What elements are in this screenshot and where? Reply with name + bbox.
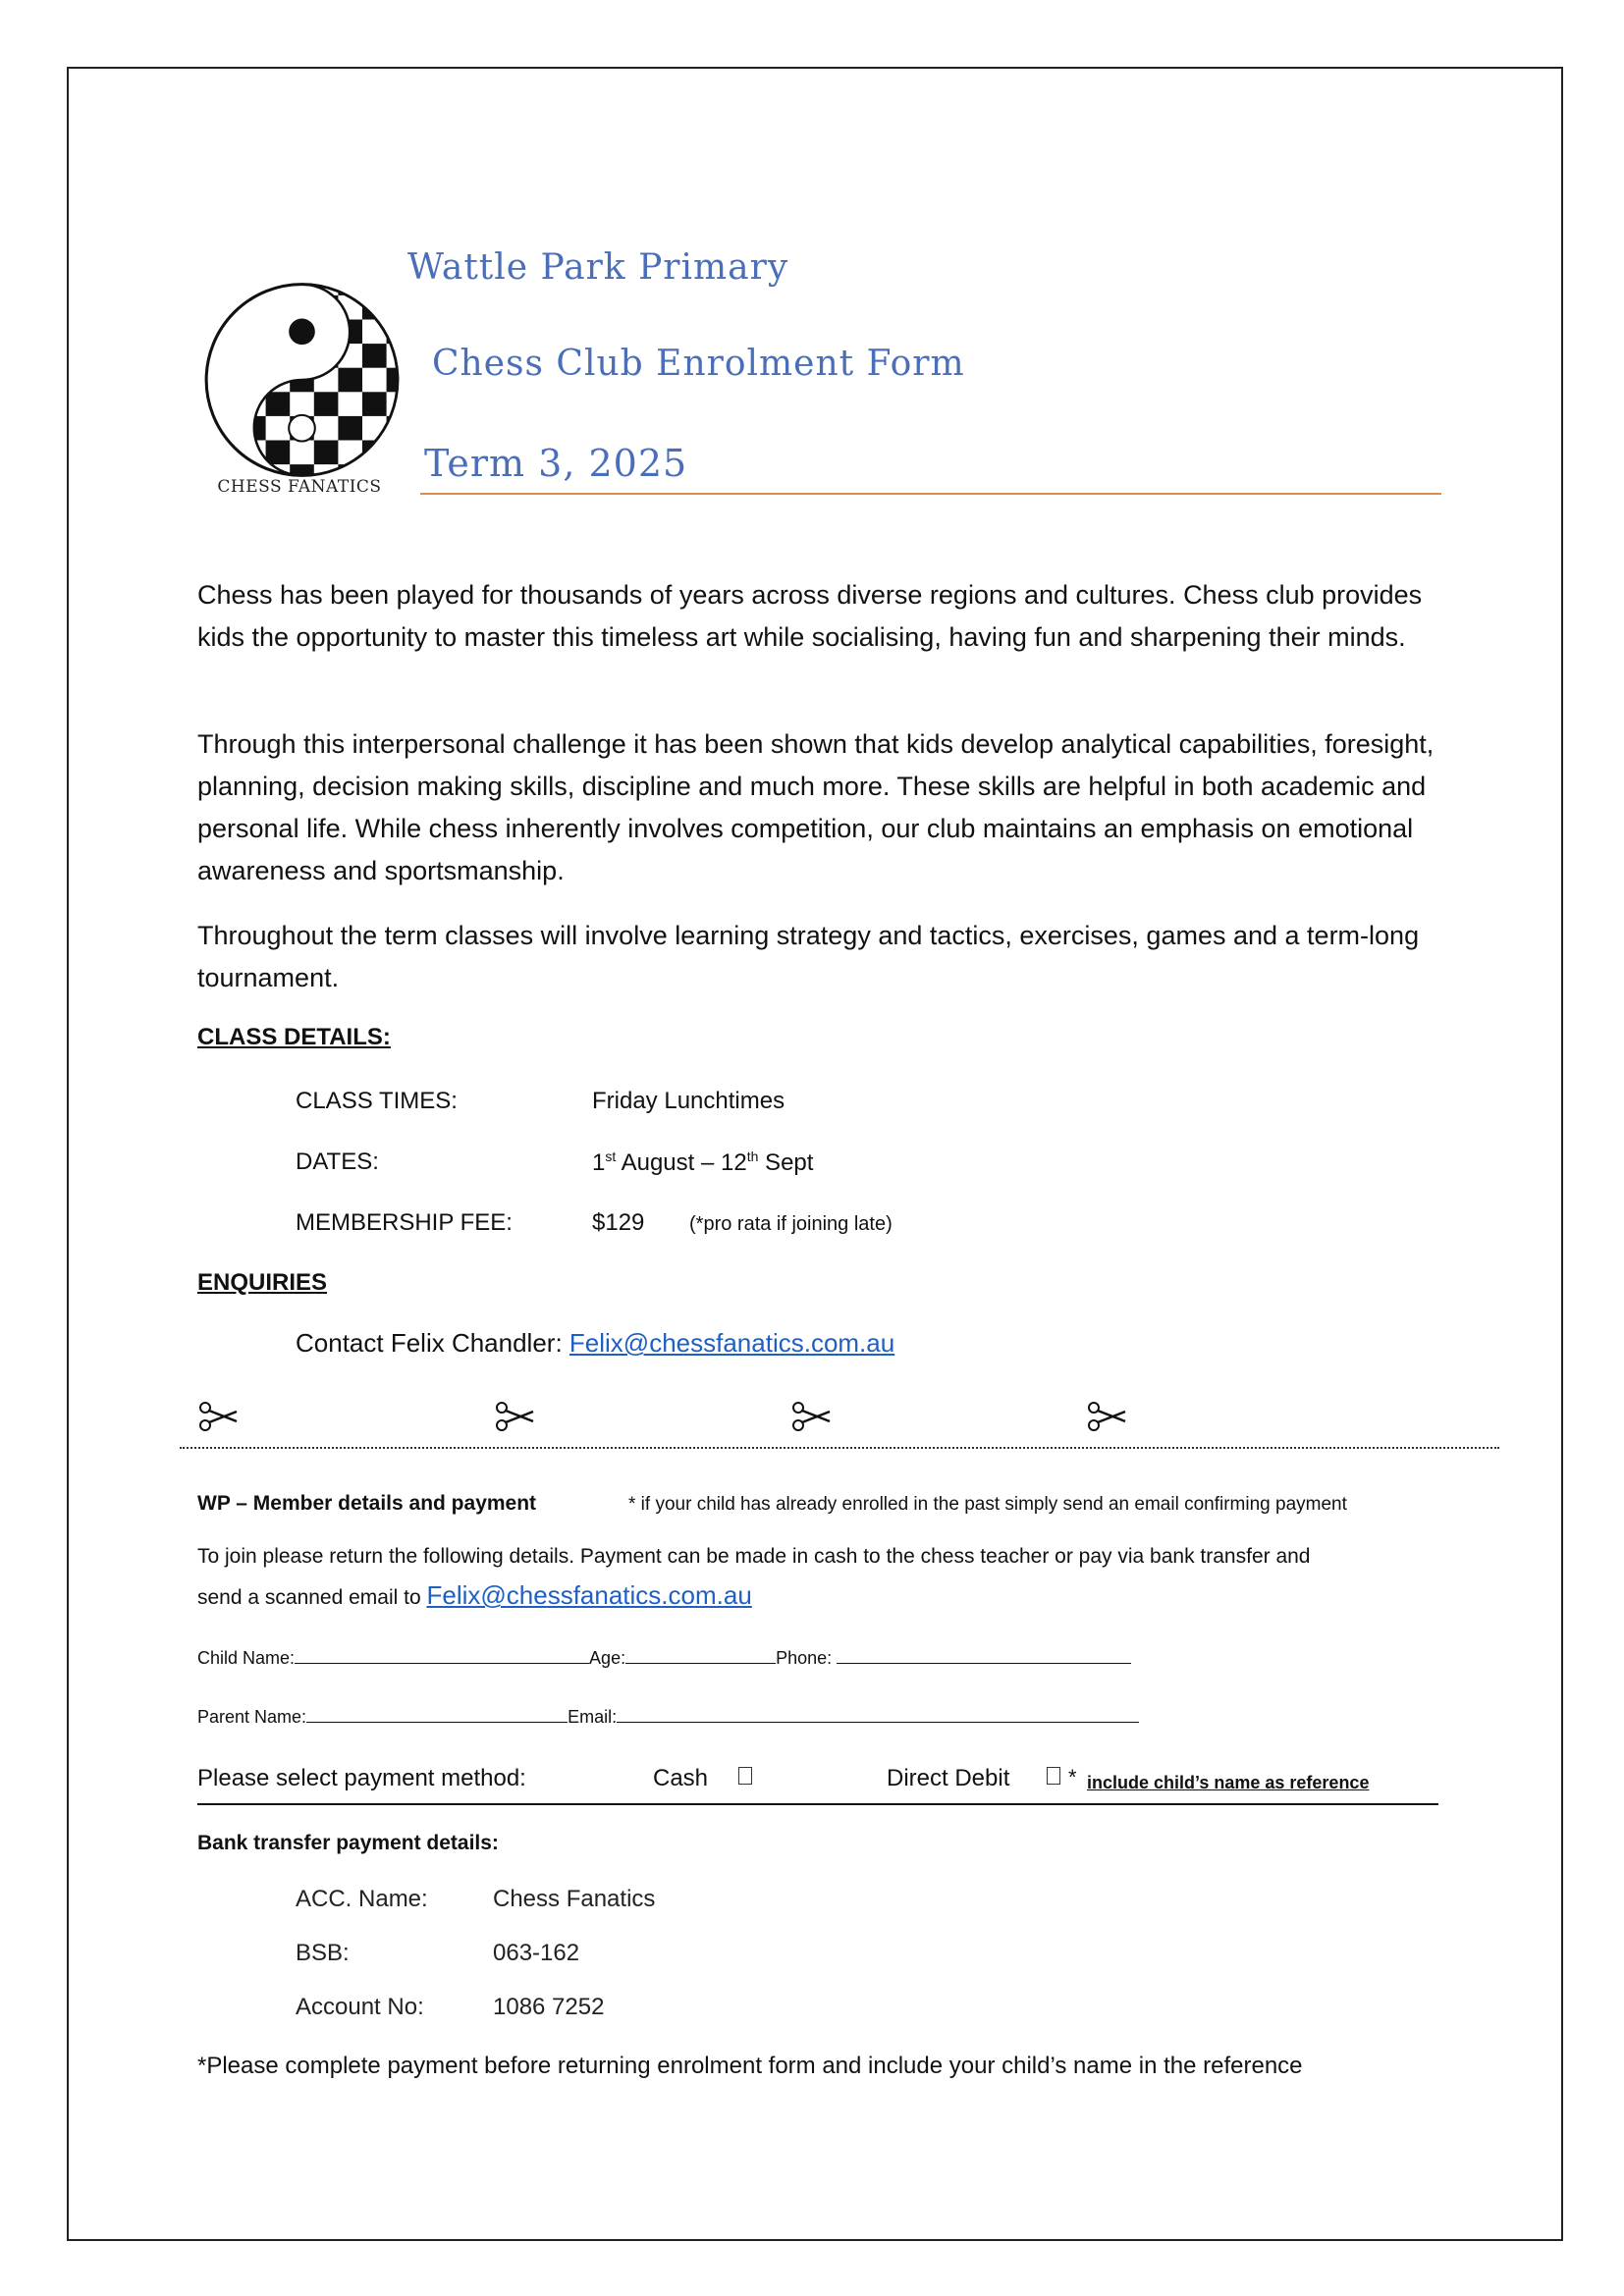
school-name: Wattle Park Primary bbox=[407, 247, 789, 288]
direct-debit-checkbox[interactable] bbox=[1047, 1767, 1060, 1785]
member-details-heading: WP – Member details and payment bbox=[197, 1492, 537, 1515]
payment-divider bbox=[197, 1803, 1438, 1805]
intro-paragraph-2: Through this interpersonal challenge it has been shown that kids develop analytical capabilities, foresight, planning, decision making skills, discipline and much more. These skills are helpful in both academic and personal life. While chess inherently involves competition, our club maintains an emphasis on emotional awareness and sportsmanship. bbox=[197, 729, 1435, 885]
class-times-value: Friday Lunchtimes bbox=[592, 1088, 785, 1114]
reference-asterisk: * bbox=[1068, 1765, 1077, 1789]
phone-field[interactable] bbox=[837, 1645, 1131, 1664]
account-name-label: ACC. Name: bbox=[296, 1886, 428, 1912]
form-title: Chess Club Enrolment Form bbox=[432, 344, 965, 384]
enquiries-heading: ENQUIRIES bbox=[197, 1269, 328, 1296]
bsb-label: BSB: bbox=[296, 1940, 350, 1966]
scissors-icon bbox=[1086, 1400, 1127, 1433]
cash-option-label: Cash bbox=[653, 1765, 709, 1791]
submission-email-link[interactable]: Felix@chessfanatics.com.au bbox=[426, 1580, 752, 1610]
membership-fee-value: $129 bbox=[592, 1209, 645, 1236]
chess-fanatics-logo bbox=[201, 257, 403, 503]
phone-label: Phone: bbox=[776, 1648, 833, 1668]
scissors-icon bbox=[494, 1400, 535, 1433]
contact-line: Contact Felix Chandler: Felix@chessfanatics.com.au bbox=[296, 1328, 895, 1358]
cut-line bbox=[180, 1447, 1499, 1449]
scissors-icon bbox=[197, 1400, 239, 1433]
child-details-row bbox=[197, 1645, 1131, 1669]
dates-label: DATES: bbox=[296, 1148, 379, 1175]
bank-details-heading: Bank transfer payment details: bbox=[197, 1832, 499, 1854]
term-title: Term 3, 2025 bbox=[424, 442, 688, 485]
child-name-label: Child Name: bbox=[197, 1648, 296, 1668]
header-divider bbox=[420, 493, 1441, 495]
age-label: Age: bbox=[589, 1648, 626, 1668]
child-name-field[interactable] bbox=[295, 1645, 589, 1664]
join-instructions-line-2: send a scanned email to Felix@chessfanatics.com.au bbox=[197, 1580, 752, 1610]
cash-checkbox[interactable] bbox=[738, 1767, 752, 1785]
intro-paragraph-3: Throughout the term classes will involve learning strategy and tactics, exercises, games and a term-long tournament. bbox=[197, 921, 1420, 992]
email-label: Email: bbox=[568, 1707, 618, 1727]
membership-fee-label: MEMBERSHIP FEE: bbox=[296, 1209, 513, 1236]
payment-reminder-note: *Please complete payment before returning enrolment form and include your child’s name in the reference bbox=[197, 2053, 1303, 2079]
account-name-value: Chess Fanatics bbox=[493, 1886, 656, 1912]
class-details-heading: CLASS DETAILS: bbox=[197, 1024, 391, 1050]
email-field[interactable] bbox=[617, 1704, 1139, 1723]
class-times-label: CLASS TIMES: bbox=[296, 1088, 458, 1114]
bsb-value: 063-162 bbox=[493, 1940, 580, 1966]
payment-method-label: Please select payment method: bbox=[197, 1765, 526, 1791]
fee-note: (*pro rata if joining late) bbox=[689, 1213, 893, 1235]
previous-enrolment-note: * if your child has already enrolled in the past simply send an email confirming payment bbox=[628, 1494, 1347, 1515]
scissors-icon bbox=[790, 1400, 832, 1433]
age-field[interactable] bbox=[625, 1645, 776, 1664]
reference-note: include child’s name as reference bbox=[1087, 1773, 1370, 1792]
parent-details-row bbox=[197, 1704, 1139, 1728]
parent-name-label: Parent Name: bbox=[197, 1707, 307, 1727]
dates-value: 1st August – 12th Sept bbox=[592, 1148, 814, 1176]
direct-debit-option-label: Direct Debit bbox=[887, 1765, 1010, 1791]
parent-name-field[interactable] bbox=[306, 1704, 568, 1723]
join-instructions-line-1: To join please return the following details. Payment can be made in cash to the chess teacher or pay via bank transfer and bbox=[197, 1545, 1311, 1568]
account-number-value: 1086 7252 bbox=[493, 1994, 605, 2020]
intro-paragraph-1: Chess has been played for thousands of years across diverse regions and cultures. Chess club provides kids the opportunity to master this timeless art while socialising, having fun and sharpening their minds. bbox=[197, 580, 1423, 652]
contact-email-link[interactable]: Felix@chessfanatics.com.au bbox=[568, 1328, 895, 1358]
logo-text: CHESS FANATICS bbox=[217, 477, 382, 497]
account-number-label: Account No: bbox=[296, 1994, 424, 2020]
